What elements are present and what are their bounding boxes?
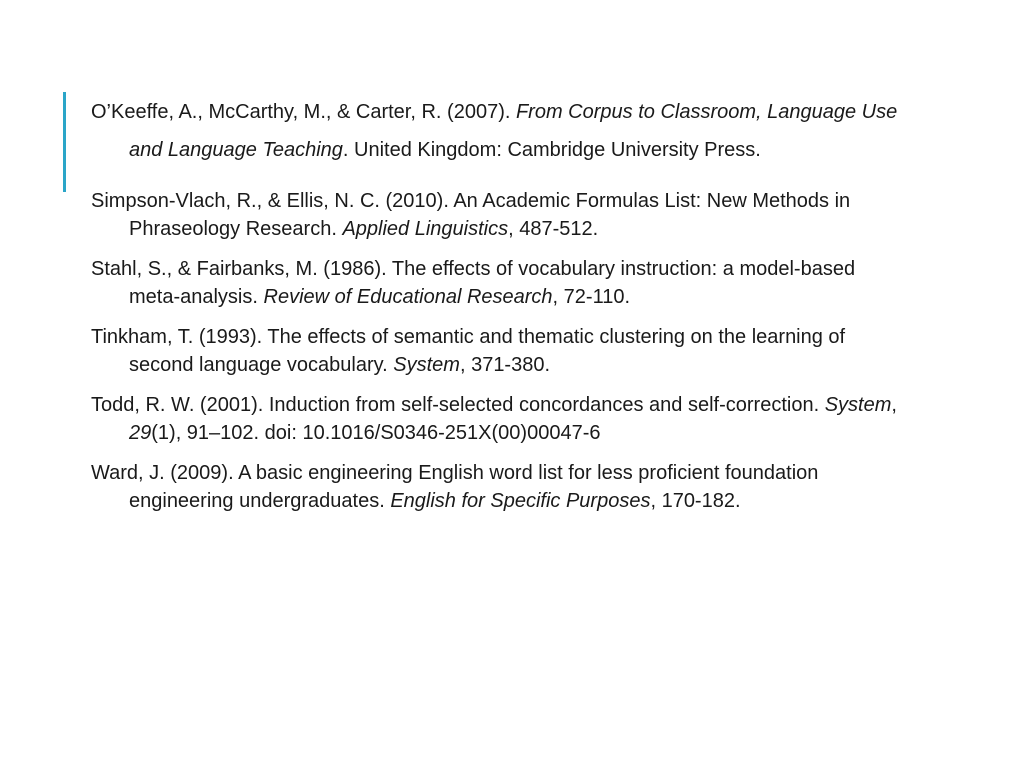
reference-item: Ward, J. (2009). A basic engineering English word list for less proficient foundation engineering undergraduates. English for Specific Purposes, 170-182.	[91, 462, 819, 512]
reference-item: O’Keeffe, A., McCarthy, M., & Carter, R. (2007). From Corpus to Classroom, Language Use and Language Teaching. United Kingdom: Cambridge University Press.	[91, 101, 898, 161]
reference-item: Tinkham, T. (1993). The effects of semantic and thematic clustering on the learning of second language vocabulary. System, 371-380.	[91, 326, 846, 376]
reference-item: Todd, R. W. (2001). Induction from self-selected concordances and self-correction. System, 29(1), 91–102. doi: 10.1016/S0346-251X(00)00047-6	[91, 394, 897, 444]
accent-bar	[63, 92, 66, 192]
reference-item: Stahl, S., & Fairbanks, M. (1986). The effects of vocabulary instruction: a model-based meta-analysis. Review of Educational Research, 72-110.	[91, 258, 856, 308]
reference-list	[91, 93, 903, 527]
reference-item: Simpson-Vlach, R., & Ellis, N. C. (2010). An Academic Formulas List: New Methods in Phraseology Research. Applied Linguistics, 487-512.	[91, 190, 851, 240]
